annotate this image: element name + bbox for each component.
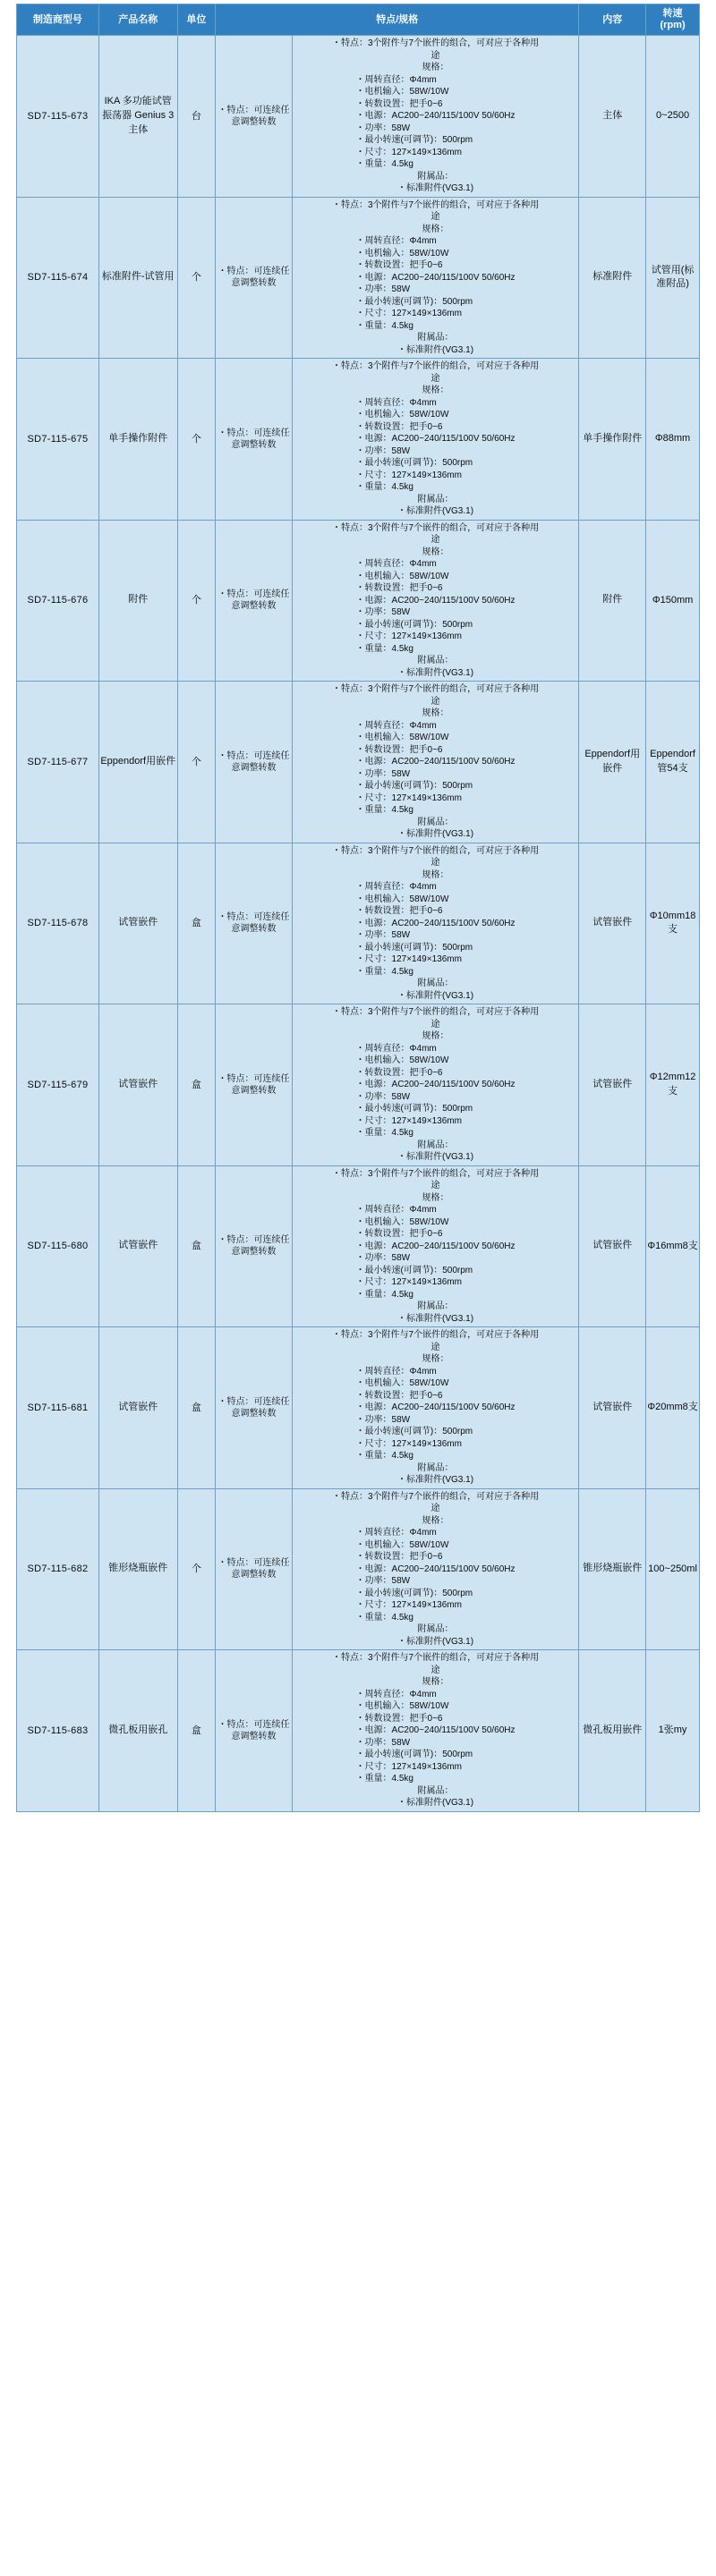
- spec-item: ・电机输入：58W/10W: [355, 410, 449, 419]
- cell-product-name: 单手操作附件: [98, 359, 177, 521]
- spec-section-title: 规格：: [422, 1192, 449, 1203]
- spec-lead: ・特点：3个附件与7个嵌件的组合，可对应于各种用: [331, 684, 540, 694]
- spec-item: ・重量：4.5kg: [355, 805, 413, 815]
- spec-item: ・尺寸：127×149×136mm: [355, 1277, 462, 1287]
- cell-product-name: 试管嵌件: [98, 1004, 177, 1166]
- cell-model: SD7-115-674: [17, 197, 99, 359]
- spec-item: ・功率：58W: [355, 1414, 411, 1425]
- spec-item: ・最小转速(可调节)：500rpm: [355, 781, 473, 791]
- spec-item: ・尺寸：127×149×136mm: [355, 631, 462, 641]
- spec-item: ・周转直径：Φ4mm: [355, 236, 437, 246]
- spec-item: ・转数设置：把手0~6: [355, 906, 443, 916]
- cell-unit: 个: [177, 682, 216, 843]
- spec-lead: ・特点：3个附件与7个嵌件的组合，可对应于各种用: [331, 1330, 540, 1340]
- spec-item: ・最小转速(可调节)：500rpm: [355, 296, 473, 307]
- spec-lead: ・特点：3个附件与7个嵌件的组合，可对应于各种用: [331, 361, 540, 371]
- spec-block: [294, 683, 578, 841]
- spec-item: ・电机输入：58W/10W: [355, 1055, 449, 1065]
- spec-item: ・电源：AC200~240/115/100V 50/60Hz: [355, 918, 516, 928]
- spec-item: ・周转直径：Φ4mm: [355, 559, 437, 569]
- spec-item: ・转数设置：把手0~6: [355, 1390, 443, 1401]
- spec-lead: ・特点：3个附件与7个嵌件的组合，可对应于各种用: [331, 199, 540, 210]
- cell-feature: ・特点：可连续任意调整转数: [216, 36, 292, 198]
- table-row: [17, 36, 700, 198]
- spec-accessory-item: ・标准附件(VG3.1): [397, 344, 474, 355]
- spec-item: ・电源：AC200~240/115/100V 50/60Hz: [355, 272, 516, 283]
- cell-content: 试管嵌件: [579, 843, 646, 1004]
- table-row: [17, 682, 700, 843]
- cell-unit: 个: [177, 520, 216, 682]
- spec-item-list: [356, 881, 516, 978]
- cell-spec: [292, 1327, 579, 1489]
- spec-item: ・最小转速(可调节)：500rpm: [355, 942, 473, 953]
- spec-lead-cont: 途: [430, 1665, 440, 1675]
- cell-feature: ・特点：可连续任意调整转数: [216, 1650, 292, 1812]
- spec-section-title: 规格：: [422, 1354, 449, 1364]
- spec-item: ・电源：AC200~240/115/100V 50/60Hz: [355, 1241, 516, 1251]
- spec-item: ・最小转速(可调节)：500rpm: [355, 1104, 473, 1114]
- spec-accessory-title: 附属品：: [417, 1140, 454, 1150]
- spec-accessory-title: 附属品：: [417, 171, 454, 182]
- spec-item: ・最小转速(可调节)：500rpm: [355, 1588, 473, 1598]
- cell-rpm: Eppendorf管54支: [646, 682, 700, 843]
- cell-spec: [292, 1004, 579, 1166]
- cell-feature: ・特点：可连续任意调整转数: [216, 520, 292, 682]
- spec-item: ・转数设置：把手0~6: [355, 583, 443, 593]
- table-row: [17, 843, 700, 1004]
- table-row: [17, 1650, 700, 1812]
- product-spec-table: [16, 4, 700, 1812]
- cell-product-name: 试管嵌件: [98, 1327, 177, 1489]
- table-row: [17, 1327, 700, 1489]
- cell-model: SD7-115-683: [17, 1650, 99, 1812]
- spec-accessory-item: ・标准附件(VG3.1): [397, 183, 474, 193]
- spec-item-list: [356, 1366, 516, 1462]
- spec-item: ・电机输入：58W/10W: [355, 248, 449, 258]
- cell-model: SD7-115-676: [17, 520, 99, 682]
- cell-rpm: 试管用(标准附品): [646, 197, 700, 359]
- cell-feature: ・特点：可连续任意调整转数: [216, 843, 292, 1004]
- spec-lead: ・特点：3个附件与7个嵌件的组合，可对应于各种用: [331, 845, 540, 856]
- cell-rpm: 1张my: [646, 1650, 700, 1812]
- spec-item: ・尺寸：127×149×136mm: [355, 792, 462, 803]
- cell-rpm: Φ16mm8支: [646, 1165, 700, 1327]
- spec-item: ・电源：AC200~240/115/100V 50/60Hz: [355, 1080, 516, 1089]
- spec-section-title: 规格：: [422, 224, 449, 234]
- spec-item-list: [356, 74, 516, 171]
- cell-feature: ・特点：可连续任意调整转数: [216, 197, 292, 359]
- spec-item: ・尺寸：127×149×136mm: [355, 470, 462, 480]
- cell-unit: 盒: [177, 1165, 216, 1327]
- spec-item: ・电源：AC200~240/115/100V 50/60Hz: [355, 1402, 516, 1412]
- cell-feature: ・特点：可连续任意调整转数: [216, 359, 292, 521]
- cell-content: 单手操作附件: [579, 359, 646, 521]
- spec-item-list: [356, 397, 516, 494]
- spec-accessory-title: 附属品：: [417, 979, 454, 988]
- spec-lead-cont: 途: [430, 373, 440, 384]
- cell-feature: ・特点：可连续任意调整转数: [216, 682, 292, 843]
- spec-accessory-title: 附属品：: [417, 494, 454, 504]
- cell-content: 试管嵌件: [579, 1004, 646, 1166]
- header-content: 内容: [579, 4, 646, 36]
- cell-spec: [292, 843, 579, 1004]
- spec-item: ・功率：58W: [355, 284, 411, 294]
- spec-item: ・最小转速(可调节)：500rpm: [355, 1265, 473, 1275]
- spec-item: ・电源：AC200~240/115/100V 50/60Hz: [355, 757, 516, 767]
- cell-rpm: Φ88mm: [646, 359, 700, 521]
- spec-item: ・重量：4.5kg: [355, 1451, 413, 1461]
- header-rpm: [646, 4, 700, 36]
- spec-item: ・功率：58W: [355, 1576, 411, 1586]
- cell-model: SD7-115-677: [17, 682, 99, 843]
- spec-item: ・重量：4.5kg: [355, 1128, 413, 1138]
- table-row: [17, 197, 700, 359]
- spec-block: [294, 845, 578, 1003]
- spec-item: ・电机输入：58W/10W: [355, 1378, 449, 1388]
- cell-product-name: 试管嵌件: [98, 1165, 177, 1327]
- header-feature-spec: 特点/规格: [216, 4, 579, 36]
- header-rpm-line2: (rpm): [660, 20, 686, 30]
- spec-accessory-item: ・标准附件(VG3.1): [397, 990, 474, 1001]
- cell-product-name: IKA 多功能试管振荡器 Genius 3主体: [98, 36, 177, 198]
- cell-spec: [292, 197, 579, 359]
- spec-section-title: 规格：: [422, 63, 449, 72]
- spec-item: ・重量：4.5kg: [355, 159, 413, 169]
- cell-model: SD7-115-682: [17, 1488, 99, 1650]
- spec-section-title: 规格：: [422, 1677, 449, 1687]
- cell-rpm: 100~250ml: [646, 1488, 700, 1650]
- spec-lead-cont: 途: [430, 535, 440, 545]
- spec-accessory-item: ・标准附件(VG3.1): [397, 667, 474, 678]
- spec-accessory-item: ・标准附件(VG3.1): [397, 1152, 474, 1162]
- cell-product-name: 标准附件-试管用: [98, 197, 177, 359]
- cell-unit: 个: [177, 1488, 216, 1650]
- spec-lead: ・特点：3个附件与7个嵌件的组合，可对应于各种用: [331, 1653, 540, 1663]
- spec-block: [294, 38, 578, 195]
- cell-content: 试管嵌件: [579, 1327, 646, 1489]
- spec-lead-cont: 途: [430, 1342, 440, 1352]
- spec-item: ・功率：58W: [355, 123, 411, 133]
- cell-model: SD7-115-675: [17, 359, 99, 521]
- table-header: [17, 4, 700, 36]
- spec-item: ・重量：4.5kg: [355, 1289, 413, 1300]
- cell-model: SD7-115-680: [17, 1165, 99, 1327]
- spec-lead-cont: 途: [430, 1019, 440, 1030]
- spec-item: ・电机输入：58W/10W: [355, 894, 449, 904]
- spec-item: ・尺寸：127×149×136mm: [355, 954, 462, 964]
- cell-rpm: 0~2500: [646, 36, 700, 198]
- cell-spec: [292, 1165, 579, 1327]
- spec-lead: ・特点：3个附件与7个嵌件的组合，可对应于各种用: [331, 522, 540, 533]
- cell-product-name: 试管嵌件: [98, 843, 177, 1004]
- spec-item: ・电机输入：58W/10W: [355, 1701, 449, 1711]
- spec-lead: ・特点：3个附件与7个嵌件的组合，可对应于各种用: [331, 1491, 540, 1502]
- spec-item: ・尺寸：127×149×136mm: [355, 147, 462, 157]
- spec-block: [294, 360, 578, 518]
- spec-item: ・尺寸：127×149×136mm: [355, 309, 462, 318]
- spec-item: ・尺寸：127×149×136mm: [355, 1600, 462, 1610]
- spec-accessory-title: 附属品：: [417, 1462, 454, 1473]
- table-row: [17, 1488, 700, 1650]
- spec-item: ・转数设置：把手0~6: [355, 1713, 443, 1724]
- spec-item: ・功率：58W: [355, 768, 411, 779]
- spec-lead: ・特点：3个附件与7个嵌件的组合，可对应于各种用: [331, 1168, 540, 1179]
- spec-item: ・电源：AC200~240/115/100V 50/60Hz: [355, 1563, 516, 1574]
- cell-content: Eppendorf用嵌件: [579, 682, 646, 843]
- cell-product-name: 微孔板用嵌孔: [98, 1650, 177, 1812]
- spec-item-list: [356, 558, 516, 655]
- spec-lead-cont: 途: [430, 1504, 440, 1513]
- spec-item: ・最小转速(可调节)：500rpm: [355, 135, 473, 145]
- spec-accessory-title: 附属品：: [417, 1624, 454, 1634]
- spec-lead-cont: 途: [430, 212, 440, 222]
- spec-accessory-title: 附属品：: [417, 1785, 454, 1796]
- cell-rpm: Φ20mm8支: [646, 1327, 700, 1489]
- cell-unit: 个: [177, 359, 216, 521]
- spec-item: ・功率：58W: [355, 445, 411, 456]
- spec-block: [294, 1006, 578, 1164]
- cell-feature: ・特点：可连续任意调整转数: [216, 1488, 292, 1650]
- spec-item: ・尺寸：127×149×136mm: [355, 1761, 462, 1772]
- cell-model: SD7-115-679: [17, 1004, 99, 1166]
- spec-item: ・最小转速(可调节)：500rpm: [355, 1750, 473, 1759]
- cell-spec: [292, 36, 579, 198]
- spec-block: [294, 1329, 578, 1487]
- cell-unit: 盒: [177, 1327, 216, 1489]
- spec-section-title: 规格：: [422, 547, 449, 557]
- table-row: [17, 1165, 700, 1327]
- cell-feature: ・特点：可连续任意调整转数: [216, 1004, 292, 1166]
- cell-content: 微孔板用嵌件: [579, 1650, 646, 1812]
- spec-block: [294, 1491, 578, 1648]
- spec-item: ・周转直径：Φ4mm: [355, 720, 437, 731]
- spec-item: ・电机输入：58W/10W: [355, 1216, 449, 1227]
- header-unit: 单位: [177, 4, 216, 36]
- spec-item: ・转数设置：把手0~6: [355, 421, 443, 432]
- cell-product-name: 附件: [98, 520, 177, 682]
- spec-item: ・最小转速(可调节)：500rpm: [355, 458, 473, 468]
- cell-unit: 盒: [177, 843, 216, 1004]
- spec-item-list: [356, 235, 516, 332]
- spec-item-list: [356, 720, 516, 817]
- spec-item: ・转数设置：把手0~6: [355, 1067, 443, 1078]
- spec-section-title: 规格：: [422, 708, 449, 718]
- spec-block: [294, 522, 578, 680]
- spec-item: ・周转直径：Φ4mm: [355, 1689, 437, 1699]
- spec-lead: ・特点：3个附件与7个嵌件的组合，可对应于各种用: [331, 38, 540, 48]
- spec-item-list: [356, 1043, 516, 1140]
- spec-lead-cont: 途: [430, 858, 440, 868]
- spec-lead-cont: 途: [430, 1181, 440, 1191]
- spec-accessory-title: 附属品：: [417, 656, 454, 665]
- spec-item: ・功率：58W: [355, 607, 411, 617]
- cell-unit: 个: [177, 197, 216, 359]
- spec-item: ・电机输入：58W/10W: [355, 87, 449, 97]
- cell-model: SD7-115-678: [17, 843, 99, 1004]
- spec-item: ・电源：AC200~240/115/100V 50/60Hz: [355, 111, 516, 121]
- spec-lead-cont: 途: [430, 50, 440, 61]
- header-rpm-line1: 转速: [662, 8, 683, 20]
- table-row: [17, 359, 700, 521]
- cell-feature: ・特点：可连续任意调整转数: [216, 1165, 292, 1327]
- cell-product-name: Eppendorf用嵌件: [98, 682, 177, 843]
- spec-item: ・周转直径：Φ4mm: [355, 882, 437, 892]
- spec-accessory-item: ・标准附件(VG3.1): [397, 506, 474, 516]
- cell-unit: 盒: [177, 1650, 216, 1812]
- spec-item: ・转数设置：把手0~6: [355, 260, 443, 270]
- spec-section-title: 规格：: [422, 386, 449, 395]
- spec-accessory-item: ・标准附件(VG3.1): [397, 1475, 474, 1485]
- spec-item: ・重量：4.5kg: [355, 1774, 413, 1784]
- cell-content: 附件: [579, 520, 646, 682]
- spec-item: ・周转直径：Φ4mm: [355, 74, 437, 85]
- spec-item: ・尺寸：127×149×136mm: [355, 1438, 462, 1449]
- cell-model: SD7-115-681: [17, 1327, 99, 1489]
- spec-section-title: 规格：: [422, 869, 449, 880]
- cell-rpm: Φ12mm12支: [646, 1004, 700, 1166]
- cell-spec: [292, 520, 579, 682]
- cell-spec: [292, 359, 579, 521]
- spec-item: ・转数设置：把手0~6: [355, 1229, 443, 1239]
- table-row: [17, 520, 700, 682]
- cell-spec: [292, 1488, 579, 1650]
- spec-item: ・电源：AC200~240/115/100V 50/60Hz: [355, 1725, 516, 1735]
- cell-content: 锥形烧瓶嵌件: [579, 1488, 646, 1650]
- cell-unit: 盒: [177, 1004, 216, 1166]
- spec-lead: ・特点：3个附件与7个嵌件的组合，可对应于各种用: [331, 1007, 540, 1017]
- cell-model: SD7-115-673: [17, 36, 99, 198]
- header-name: 产品名称: [98, 4, 177, 36]
- spec-sheet: [0, 4, 716, 1812]
- cell-product-name: 锥形烧瓶嵌件: [98, 1488, 177, 1650]
- spec-accessory-title: 附属品：: [417, 333, 454, 343]
- spec-item: ・重量：4.5kg: [355, 320, 413, 331]
- spec-section-title: 规格：: [422, 1031, 449, 1041]
- spec-block: [294, 199, 578, 357]
- spec-item-list: [356, 1689, 516, 1785]
- cell-content: 试管嵌件: [579, 1165, 646, 1327]
- spec-item: ・电机输入：58W/10W: [355, 1539, 449, 1550]
- table-body: [17, 36, 700, 1812]
- spec-item: ・周转直径：Φ4mm: [355, 1205, 437, 1215]
- spec-item: ・重量：4.5kg: [355, 643, 413, 654]
- spec-item: ・功率：58W: [355, 1737, 411, 1748]
- spec-item: ・周转直径：Φ4mm: [355, 397, 437, 408]
- cell-feature: ・特点：可连续任意调整转数: [216, 1327, 292, 1489]
- cell-unit: 台: [177, 36, 216, 198]
- spec-item: ・转数设置：把手0~6: [355, 1552, 443, 1562]
- spec-item: ・重量：4.5kg: [355, 966, 413, 977]
- spec-item: ・重量：4.5kg: [355, 482, 413, 492]
- spec-item: ・周转直径：Φ4mm: [355, 1043, 437, 1054]
- spec-item: ・功率：58W: [355, 930, 411, 940]
- spec-accessory-item: ・标准附件(VG3.1): [397, 1798, 474, 1808]
- spec-item: ・转数设置：把手0~6: [355, 98, 443, 109]
- spec-item: ・周转直径：Φ4mm: [355, 1528, 437, 1538]
- spec-item: ・功率：58W: [355, 1091, 411, 1102]
- header-row: [17, 4, 700, 36]
- spec-item-list: [356, 1527, 516, 1623]
- spec-item: ・转数设置：把手0~6: [355, 744, 443, 755]
- spec-accessory-title: 附属品：: [417, 817, 454, 827]
- spec-accessory-item: ・标准附件(VG3.1): [397, 829, 474, 839]
- spec-section-title: 规格：: [422, 1515, 449, 1526]
- cell-content: 主体: [579, 36, 646, 198]
- spec-block: [294, 1168, 578, 1326]
- spec-accessory-title: 附属品：: [417, 1301, 454, 1311]
- cell-spec: [292, 1650, 579, 1812]
- spec-item-list: [356, 1204, 516, 1301]
- spec-item: ・尺寸：127×149×136mm: [355, 1115, 462, 1126]
- table-row: [17, 1004, 700, 1166]
- header-model: 制造商型号: [17, 4, 99, 36]
- spec-block: [294, 1652, 578, 1809]
- spec-item: ・重量：4.5kg: [355, 1612, 413, 1623]
- spec-item: ・电机输入：58W/10W: [355, 733, 449, 742]
- spec-item: ・最小转速(可调节)：500rpm: [355, 619, 473, 630]
- spec-item: ・功率：58W: [355, 1253, 411, 1263]
- cell-rpm: Φ150mm: [646, 520, 700, 682]
- spec-item: ・最小转速(可调节)：500rpm: [355, 1427, 473, 1436]
- spec-lead-cont: 途: [430, 696, 440, 707]
- spec-item: ・电源：AC200~240/115/100V 50/60Hz: [355, 595, 516, 606]
- cell-spec: [292, 682, 579, 843]
- spec-item: ・周转直径：Φ4mm: [355, 1366, 437, 1377]
- spec-item: ・电机输入：58W/10W: [355, 571, 449, 581]
- spec-accessory-item: ・标准附件(VG3.1): [397, 1636, 474, 1647]
- spec-item: ・电源：AC200~240/115/100V 50/60Hz: [355, 434, 516, 444]
- cell-content: 标准附件: [579, 197, 646, 359]
- cell-rpm: Φ10mm18支: [646, 843, 700, 1004]
- spec-accessory-item: ・标准附件(VG3.1): [397, 1313, 474, 1324]
